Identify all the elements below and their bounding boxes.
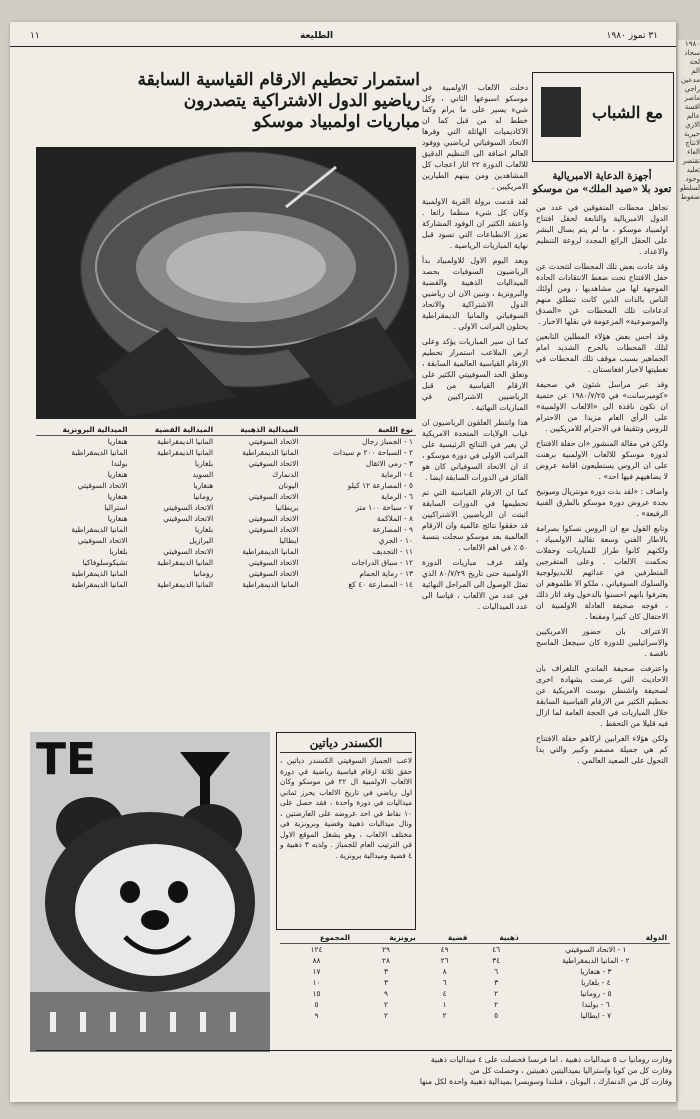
medals-cell: المانيا الديمقراطية	[156, 580, 214, 589]
headline	[70, 70, 420, 133]
column-text	[536, 202, 668, 857]
medals-cell: الاتحاد السوفيتي	[163, 514, 214, 523]
strip-line: مدعين	[680, 76, 700, 84]
standings-cell: ١٥	[312, 989, 321, 998]
mascot-illustration	[30, 732, 270, 1052]
column-paragraph: وتابع القول مع ان الروس نسكوا بصرامة بالاطار الفني وسعة تقاليد الاولمبياد ، ولكنهم كانوا طراز للمباريات وحفلات تحكمت الالعاب . وعلى المتفرجين المتطرفين في عدائهم للايديولوجية والسلوك السوفياتي ، ملكو الا ظلموهم ان يعترفوا بانهم احسنوا بالدخول وقد اثار ذلك ، فوجه صحيفة العادلة الاولمبية ان الاحتفال كان كبيرا ومقنعا .	[536, 524, 668, 621]
standings-cell: ٢	[383, 1011, 388, 1020]
medals-cell: المانيا الديمقراطية	[71, 525, 128, 534]
strip-line: حيرية	[683, 130, 700, 138]
headline-line-3: مباريات اولمبياد موسكو	[253, 112, 420, 132]
medals-cell: الاتحاد السوفيتي	[77, 536, 128, 545]
medals-cell: الاتحاد السوفيتي	[163, 503, 214, 512]
medals-cell: السويد	[192, 470, 214, 479]
newspaper-page	[10, 22, 676, 1102]
page-date: ٣١ تموز ١٩٨٠	[606, 31, 658, 41]
standings-cell: ٨	[442, 967, 447, 976]
medals-table	[36, 424, 416, 590]
strip-line: الم	[691, 67, 700, 75]
medals-cell: الاتحاد السوفيتي	[248, 525, 299, 534]
strip-line: لحة	[689, 58, 700, 66]
strip-line: تعليد	[686, 166, 700, 174]
medals-row	[36, 447, 416, 458]
footer-divider	[36, 1050, 672, 1051]
adjacent-page-strip	[678, 40, 700, 1110]
strip-line: وجود	[685, 175, 700, 183]
article-paragraph: كما ان الارقام القياسية التي تم تحطيمها في الدورات السابقة اثبتت ان الرياضيين الاشتراكيين قد حققوا نتائج عالمية وان الارقام العالمية بعد موسكو سجلت بنسبة ٥٠ ٪ في اهم الالعاب .	[422, 488, 528, 552]
strip-line: تقتصر	[682, 157, 700, 165]
headline-line-2: رياضيو الدول الاشتراكية يتصدرون	[183, 91, 420, 111]
standings-cell: ٦	[442, 978, 447, 987]
column-title: مع الشباب	[591, 103, 663, 122]
medals-cell: بلغاريا	[194, 459, 214, 468]
column-paragraph: وقد عادت بعض تلك المحطات لتتحدث عن حفل الافتتاح تحت ضغط الانتقادات الحادة الموجهة لها من مشاهديها ، ومن أولئك الناس بالذات الذين كانت تنطلق منهم ادعاءات تلك المحطات عن «الصدق والموضوعية» المزعومة في نقلها الاخبار .	[536, 262, 668, 326]
standings-cell: ٢٦	[440, 956, 449, 965]
medals-cell: استراليا	[104, 503, 128, 512]
medals-row	[36, 568, 416, 579]
standings-cell: ٢	[494, 1000, 499, 1009]
medals-cell: ١٢ - سباق الدراجات	[351, 558, 413, 567]
strip-line: ١٩٨٠	[684, 40, 700, 48]
article-paragraph: كما ان سير المباريات يؤكد وعلى ارض الملاعب استمرار تحطيم الارقام القياسية العالمية السابقة ، وتعلق الحد السوفييتي الكثير على الارقام القياسية من قبل الرياضيين الاشتراكيين في المباريات النهائية .	[422, 337, 528, 412]
standings-cell: ١٢٤	[310, 945, 323, 954]
profile-box	[276, 732, 416, 930]
medals-cell: ١١ - التجديف	[372, 547, 413, 556]
medals-cell: ١٣ - رماية الحمام	[359, 569, 413, 578]
medals-row	[36, 436, 416, 448]
medals-cell: هنغاريا	[107, 437, 128, 446]
medal-standings-table	[280, 932, 670, 1021]
medals-cell: رومانيا	[193, 492, 214, 501]
medals-cell: هنغاريا	[107, 514, 128, 523]
column-paragraph: وقد احس بعض هؤلاء المطلين التابعين لتلك المحطات بالحرج الشديد امام الجماهير بسبب موقف تلك المحطات في تغطيتها لاخبار افغانستان .	[536, 332, 668, 374]
medals-row	[36, 513, 416, 524]
standings-cell: ٢ - المانيا الديمقراطية	[562, 956, 630, 965]
strip-line: لسلطو	[679, 184, 700, 192]
photo-overlay-text: TE	[36, 734, 97, 785]
standings-cell: ٩	[314, 1011, 319, 1020]
column-subtitle-line-2: تعود بلا «صيد الملك» من موسكو	[532, 184, 672, 195]
standings-cell: ٣٤	[492, 956, 501, 965]
strip-line: ضغوط	[680, 193, 700, 201]
medals-header-cell: الميدالية البرونزية	[36, 424, 131, 436]
standings-cell: ١	[442, 1000, 447, 1009]
standings-cell: ٩	[383, 989, 388, 998]
medals-cell: الاتحاد السوفيتي	[77, 481, 128, 490]
paper-name: الطليعة	[300, 31, 334, 41]
medals-cell: رومانيا	[193, 569, 214, 578]
medals-cell: المانيا الديمقراطية	[242, 547, 299, 556]
medals-cell: ٩ - المصارعة	[372, 525, 413, 534]
article-paragraph: هذا وانتظر العلقون الرياضيون ان غياب الولايات المتحدة الامريكية لن يغير في النتائج الرئيسية على المراتب الاولى في دورة موسكو ، اذ ان الاتحاد السوفياتي كان هو الفائز في الدورات السابقة ايضا .	[422, 418, 528, 482]
column-masthead	[532, 72, 674, 162]
standings-cell: ٥	[314, 1000, 319, 1009]
medals-header-cell: الميدالية الذهبية	[216, 424, 301, 436]
column-paragraph: واعترفت صحيفة الماندي التلغراف بان الاحاديث التي عرضت بشهادة اخرى لصحيفة واشنطن بوست الامريكية عن تحطيم الكثير من الارقام القياسية السابقة خلال المباريات في الحجة العامة لما ازال فيه قليلا من التحفظ .	[536, 664, 668, 728]
column-paragraph: واضاف : «لقد بذت دورة مونتريال وميونيخ بجدة عروض دورة موسكو بالطرق الفنية الرفيعة» .	[536, 487, 668, 518]
medals-cell: بلغاريا	[109, 547, 128, 556]
medals-cell: بلغاريا	[194, 525, 214, 534]
article-paragraph: دخلت الالعاب الاولمبية في موسكو اسبوعها الثاني ، وكل شيء يسير على ما يرام وكما خطط له من قبل كما ان الاكاديميات الهائلة التي وفرها الاتحاد السوفياتي لرياضيي ووفود العالم اضافة الى التنظيم الدقيق للالعاب الدورة ٢٢ اثار اعجاب كل المشاهدين ومن بينهم الطيارين الامريكيين .	[422, 83, 528, 191]
medals-cell: البرازيل	[189, 536, 214, 545]
standings-header-cell: المجموع	[280, 932, 353, 944]
column-subtitle	[532, 170, 672, 196]
standings-cell: ٢٨	[381, 956, 390, 965]
medals-cell: الاتحاد السوفيتي	[248, 569, 299, 578]
medals-cell: ٤ - الرماية	[381, 470, 413, 479]
medals-row	[36, 491, 416, 502]
medals-by-event	[36, 424, 416, 724]
medals-cell: المانيا الديمقراطية	[71, 569, 128, 578]
footer-line: وفازت كل من الدنمارك ، اليونان ، فنلندا وسويسرا بميدالية ذهبية واحدة لكل منها	[419, 1077, 672, 1086]
headline-line-1: استمرار تحطيم الارقام القياسية السابقة	[137, 70, 420, 90]
stadium-photo	[36, 147, 416, 419]
article-paragraph: لقد قدمت برولة القرية الاولمبية وكان كل شيء منظما رائعا . واعتقد الكثير ان الوفود المشاركة تعزز الانطباعات التي تسود قبل نهاية المباريات الرياضية .	[422, 197, 528, 250]
column-paragraph: ولكن هؤلاء الغرابين اركاهم حفلة الافتتاح كم هي جميلة مصمم وكبير والتي بدا التحول على الصعيد العالمي .	[536, 734, 668, 765]
standings-cell: ٢	[383, 1000, 388, 1009]
strip-line: لانتاج	[685, 139, 700, 147]
standings-header-cell: برونزية	[353, 932, 419, 944]
medals-cell: بريطانيا	[275, 503, 299, 512]
standings-cell: ٤ - بلغاريا	[581, 978, 611, 987]
medals-cell: ٥ - المصارعة ١٢ كيلو	[347, 481, 413, 490]
medals-cell: هنغاريا	[193, 481, 214, 490]
strip-line: راجي	[684, 85, 700, 93]
medals-cell: المانيا الديمقراطية	[242, 448, 299, 457]
standings-header-cell: ذهبية	[470, 932, 521, 944]
medals-cell: هنغاريا	[107, 492, 128, 501]
standings-cell: ٦	[494, 967, 499, 976]
main-article	[422, 82, 528, 862]
profile-text: لاعب الجمباز السوفيتي الكسندر دياتين ، حقق ثلاثة ارقام قياسية رياضية في دورة الالعاب الاولمبية ال ٢٢ في موسكو وكان اول رياضي في تاريخ الالعاب يحرز ثماني ميداليات في دورة واحدة ، فقد حصل على ١٠ نقاط في احد عروضه على العارضتين ، ونال ميداليات ذهبية وفضية وبرونزية في مختلف الالعاب ، وهو يشغل الموقع الاول في الترتيب العام للجمباز . ولديه ٣ ذهبية و ٤ فضية وميدالية برونزية .	[280, 756, 413, 860]
medals-header-cell: الميدالية الفضية	[131, 424, 217, 436]
standings-cell: ٣	[383, 967, 388, 976]
standings-cell: ٢	[442, 1011, 447, 1020]
standings-row	[280, 944, 670, 956]
standings-cell: ٤٦	[492, 945, 501, 954]
standings-cell: ١٠	[312, 978, 321, 987]
standings-cell: ٦ - بولندا	[582, 1000, 610, 1009]
standings-cell: ٥	[494, 1011, 499, 1020]
standings-cell: ٣ - هنغاريا	[580, 967, 612, 976]
medals-cell: ٣ - رمي الاثقال	[365, 459, 413, 468]
standings-cell: ٥ - رومانيا	[580, 989, 612, 998]
medals-cell: الاتحاد السوفيتي	[163, 547, 214, 556]
medals-cell: ٦ - الرماية	[381, 492, 413, 501]
medals-cell: ايطاليا	[279, 536, 299, 545]
medals-cell: المانيا الديمقراطية	[156, 437, 214, 446]
medals-cell: ٨ - الملاكمة	[376, 514, 413, 523]
standings-cell: ٣	[494, 978, 499, 987]
medals-cell: المانيا الديمقراطية	[71, 580, 128, 589]
standings-header-cell: فضية	[419, 932, 471, 944]
footer-text	[36, 1054, 672, 1087]
medals-cell: اليونان	[278, 481, 299, 490]
mascot-bear-photo	[30, 732, 270, 1052]
column-logo-icon	[541, 87, 581, 137]
standings-cell: ٢٩	[381, 945, 390, 954]
page-number: ١١	[30, 31, 40, 41]
medals-cell: تشيكوسلوفاكيا	[82, 558, 128, 567]
medals-cell: ١٤ - المصارعة ٤٠ كغ	[348, 580, 413, 589]
column-paragraph: وقد عبر مراسل شئون في صحيفة «كوميرسانت» في ١٩٨٠/٧/٢٥ عن حتمية ان تكون نافذة الى «الالعاب الاولمبية» على الرأي العام مزيدا من الاحترام للروس وتثقيفا في الاحترام للامريكيين .	[536, 380, 668, 433]
medals-cell: ١٠ - الجري	[378, 536, 413, 545]
standings-cell: ٤	[442, 989, 447, 998]
medals-row	[36, 579, 416, 590]
standings-cell: ٢	[494, 989, 499, 998]
standings-header-cell: الدولة	[522, 932, 670, 944]
strip-line: ماصر	[684, 94, 700, 102]
page-header	[10, 28, 676, 47]
standings-row	[280, 966, 670, 977]
standings-row	[280, 977, 670, 988]
medals-row	[36, 557, 416, 568]
standings-cell: ٤٩	[440, 945, 449, 954]
medals-cell: بولندا	[111, 459, 128, 468]
medals-row	[36, 469, 416, 480]
stadium-illustration	[36, 147, 416, 419]
standings-cell: ٨٨	[312, 956, 321, 965]
medals-cell: ٧ - سباحة ١٠٠ متر	[355, 503, 413, 512]
medals-cell: المانيا الديمقراطية	[156, 558, 214, 567]
medals-row	[36, 524, 416, 535]
medals-row	[36, 546, 416, 557]
profile-title: الكسندر دياتين	[280, 736, 412, 753]
medals-row	[36, 535, 416, 546]
standings-cell: ٧ - ايطاليا	[580, 1011, 612, 1020]
standings-row	[280, 955, 670, 966]
column-paragraph: الاعتراف بان حضور الامريكيين والاسرائيليين للدورة كان سيجعل الماسح ناقصة .	[536, 627, 668, 658]
standings-cell: ١ - الاتحاد السوفيتي	[565, 945, 627, 954]
standings-cell: ١٧	[312, 967, 321, 976]
medals-cell: الاتحاد السوفيتي	[248, 514, 299, 523]
standings-cell: ٣	[383, 978, 388, 987]
medals-cell: المانيا الديمقراطية	[71, 448, 128, 457]
medals-cell: ٢ - السباحة ٢٠٠ م سيدات	[332, 448, 413, 457]
strip-line: عالم	[686, 112, 700, 120]
column-paragraph: تجاهل محطات المتفوقين في عدد من الدول الامبريالية والتابعة لحفل افتتاح اولمبياد موسكو ، ما لم يتم بسال البشر على الحقل الرائع المجدد لروعة التنظيم والاعداد .	[536, 203, 668, 256]
medals-cell: الدنمارك	[272, 470, 299, 479]
medals-cell: المانيا الديمقراطية	[242, 580, 299, 589]
medals-row	[36, 458, 416, 469]
medals-cell: الاتحاد السوفيتي	[248, 492, 299, 501]
footer-line: وفازت رومانيا ب ٥ ميداليات ذهبية ، اما فرنسا فحصلت على ٤ ميداليات ذهبية	[430, 1055, 672, 1064]
medals-cell: الاتحاد السوفيتي	[248, 558, 299, 567]
strip-line: العاء	[687, 148, 700, 156]
strip-line: اقسة	[684, 103, 700, 111]
standings-row	[280, 988, 670, 999]
column-subtitle-line-1: أجهزة الدعاية الامبريالية	[552, 171, 652, 182]
medals-row	[36, 480, 416, 491]
medals-row	[36, 502, 416, 513]
medals-header-cell: نوع اللعبة	[301, 424, 416, 436]
medals-cell: الاتحاد السوفيتي	[248, 437, 299, 446]
medal-standings	[280, 932, 670, 1042]
strip-line: سحاد	[684, 49, 700, 57]
medals-cell: ١ - الجمباز رجال	[362, 437, 413, 446]
article-paragraph: ولقد عرف مباريات الدورة الاولمبية حتى تاريخ ٨٠/٧/٢٩ الذي تمثل الوصول الى المراحل النهائية في عدد من الالعاب ، قياسا الى عدد الميداليات .	[422, 558, 528, 611]
medals-cell: الاتحاد السوفيتي	[248, 459, 299, 468]
strip-line: الازي	[685, 121, 700, 129]
medals-cell: هنغاريا	[107, 470, 128, 479]
article-paragraph: وبعد اليوم الاول للاولمبياد بدأ الرياضيون السوفيات بحصد الميداليات الذهبية والفضية والبرونزية ، وتبين الان ان رياضيي الدول الاشتراكية والاتحاد السوفياتي والمانيا الديمقراطية يحتلون المراتب الاولى .	[422, 256, 528, 331]
medals-cell: المانيا الديمقراطية	[156, 448, 214, 457]
footer-line: وفازت كل من كوبا واستراليا بميداليتين ذهبيتين ، وحصلت كل من	[469, 1066, 672, 1075]
standings-row	[280, 999, 670, 1010]
adjacent-page-text	[678, 40, 700, 202]
column-paragraph: ولكن في مقالة المنشور «ان حفلة الافتتاح لدورة موسكو للالعاب الاولمبية برهنت على ان الروس يستطيعون اقامة عروض لا يضاهيهم فيها احد» .	[536, 439, 668, 481]
standings-row	[280, 1010, 670, 1021]
